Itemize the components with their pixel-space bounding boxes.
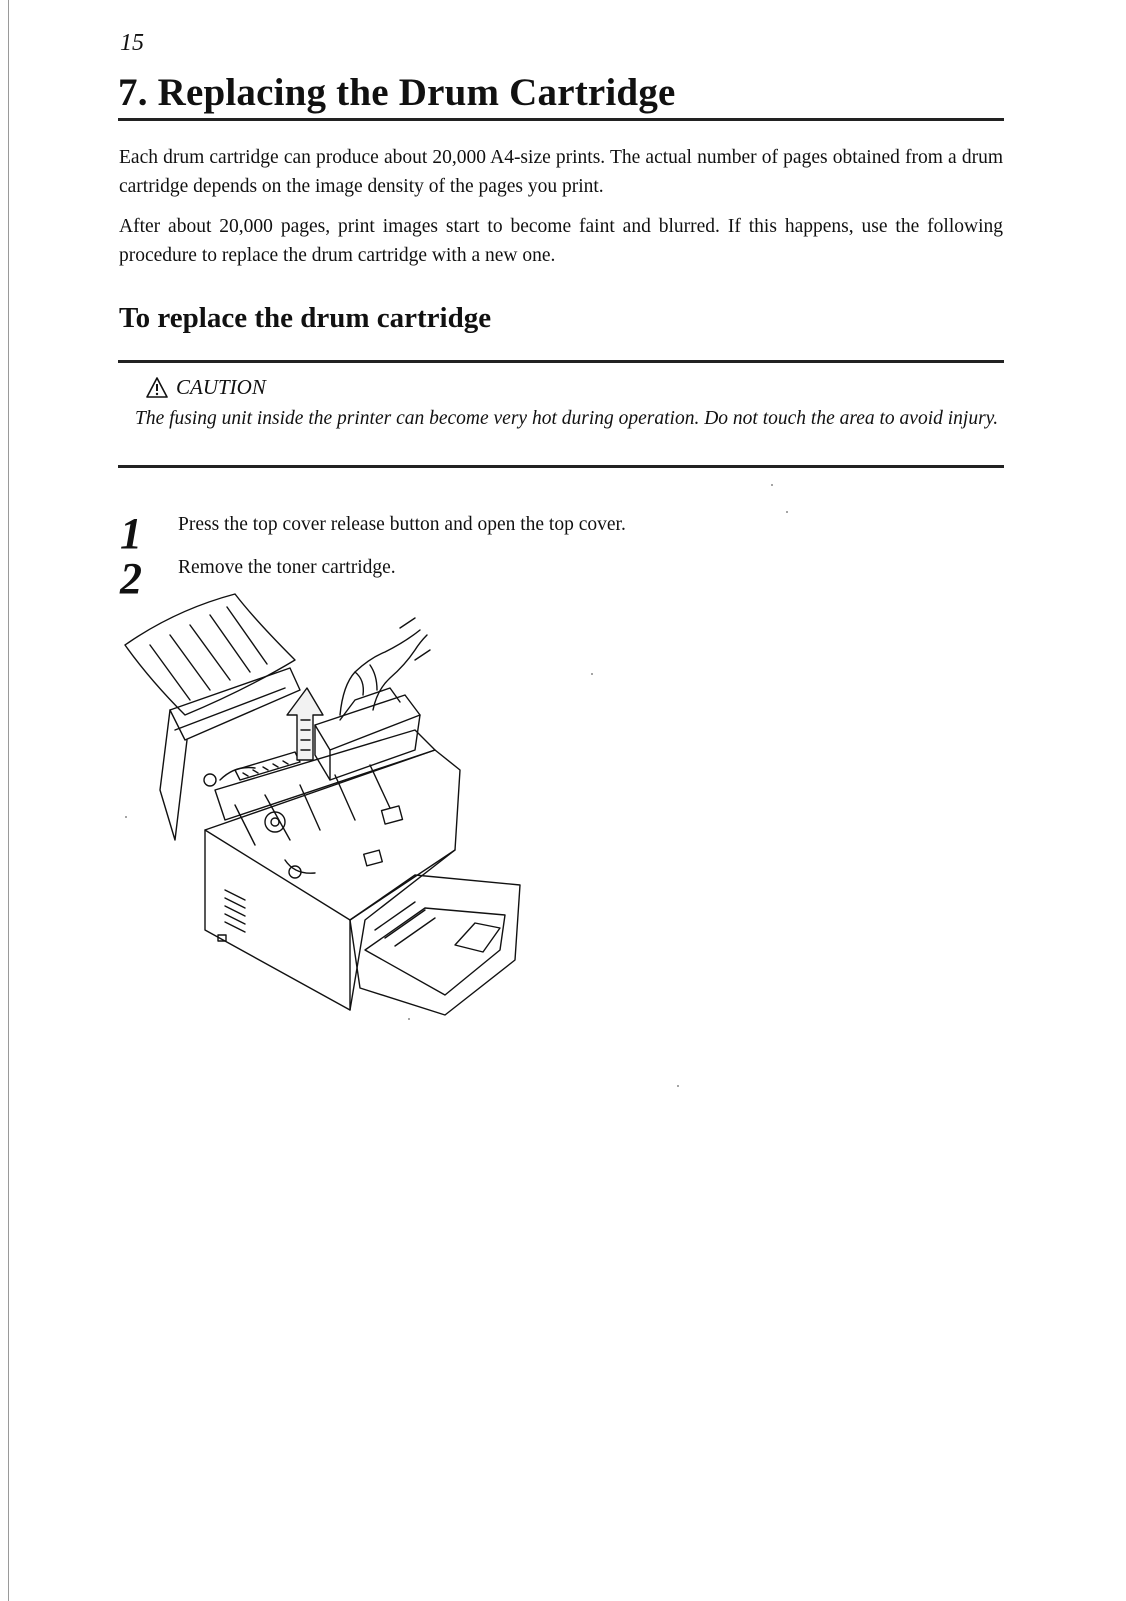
page-number: 15 (120, 30, 144, 56)
caution-top-rule (118, 360, 1004, 363)
step-2-number: 2 (120, 554, 142, 603)
scan-speck (786, 511, 788, 513)
title-rule (118, 118, 1004, 121)
scan-speck (125, 816, 127, 818)
page-edge-line (8, 0, 9, 1601)
section-heading: To replace the drum cartridge (119, 302, 492, 334)
scan-speck (591, 673, 593, 675)
scan-speck (408, 1018, 410, 1020)
intro-paragraph-2: After about 20,000 pages, print images start to become faint and blurred. If this happens, use the following procedure to replace the drum cartridge with a new one. (119, 216, 1003, 266)
step-1-number: 1 (120, 509, 142, 558)
caution-bottom-rule (118, 465, 1004, 468)
chapter-title: 7. Replacing the Drum Cartridge (118, 71, 676, 114)
step-1-text: Press the top cover release button and open the top cover. (178, 514, 626, 535)
warning-triangle-icon (146, 377, 168, 398)
caution-label (146, 375, 266, 400)
scan-speck (771, 484, 773, 486)
intro-paragraph-1: Each drum cartridge can produce about 20,000 A4-size prints. The actual number of pages obtained from a drum cartridge depends on the image density of the pages you print. (119, 147, 1003, 197)
caution-label-text: CAUTION (176, 375, 266, 399)
scan-speck (677, 1085, 679, 1087)
caution-text: The fusing unit inside the printer can become very hot during operation. Do not touch the area to avoid injury. (135, 408, 999, 429)
printer-toner-removal-illustration (115, 590, 535, 1020)
step-2-text: Remove the toner cartridge. (178, 557, 396, 578)
